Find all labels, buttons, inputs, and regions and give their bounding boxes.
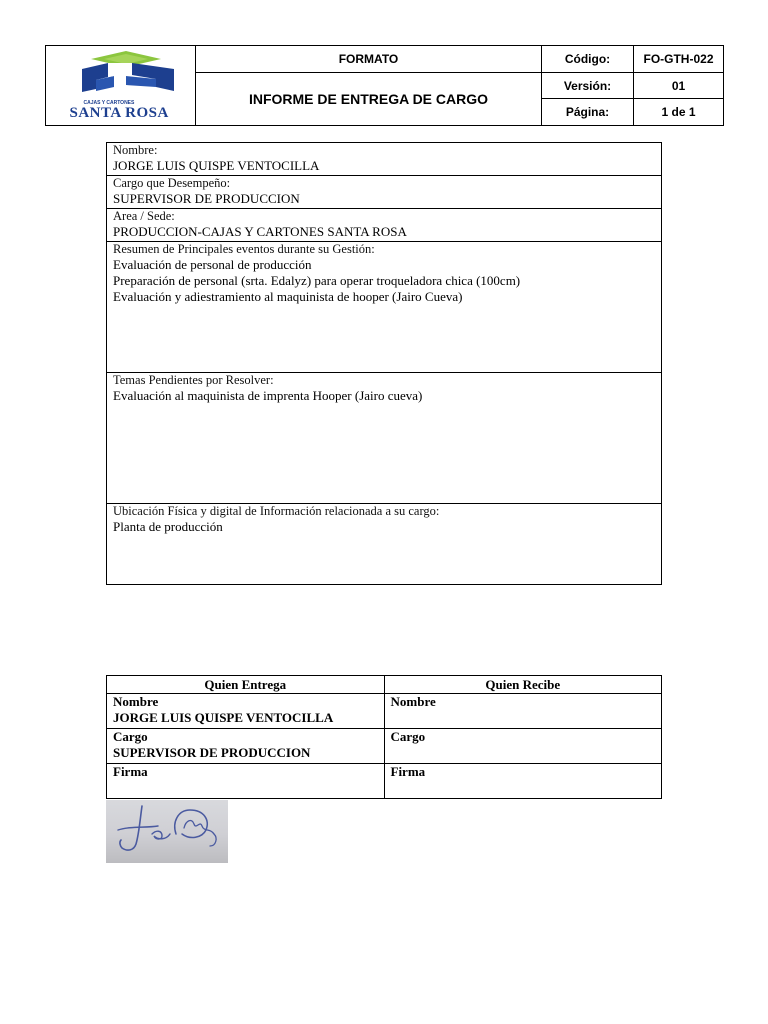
company-logo bbox=[56, 47, 186, 125]
entrega-nombre-cell bbox=[107, 694, 385, 729]
nombre-label: Nombre: bbox=[113, 143, 158, 157]
recibe-firma-label: Firma bbox=[390, 764, 426, 779]
resumen-item: Evaluación y adiestramiento al maquinista de hooper (Jairo Cueva) bbox=[113, 289, 463, 304]
recibe-cargo-label: Cargo bbox=[390, 729, 426, 744]
resumen-label: Resumen de Principales eventos durante su Gestión: bbox=[113, 242, 375, 256]
area-value: PRODUCCION-CAJAS Y CARTONES SANTA ROSA bbox=[113, 224, 407, 239]
cargo-value: SUPERVISOR DE PRODUCCION bbox=[113, 191, 300, 206]
resumen-item: Preparación de personal (srta. Edalyz) para operar troqueladora chica (100cm) bbox=[113, 273, 521, 288]
temas-label: Temas Pendientes por Resolver: bbox=[113, 373, 274, 387]
nombre-cell bbox=[107, 143, 662, 176]
formato-label: FORMATO bbox=[196, 46, 542, 73]
area-cell bbox=[107, 209, 662, 242]
ubicacion-cell bbox=[107, 504, 662, 585]
entrega-nombre-label: Nombre bbox=[113, 694, 159, 709]
recibe-firma-cell bbox=[384, 764, 662, 799]
temas-cell bbox=[107, 373, 662, 504]
entrega-nombre-value: JORGE LUIS QUISPE VENTOCILLA bbox=[113, 710, 334, 725]
cargo-label: Cargo que Desempeño: bbox=[113, 176, 231, 190]
ubicacion-label: Ubicación Física y digital de Información relacionada a su cargo: bbox=[113, 504, 440, 518]
entrega-cargo-value: SUPERVISOR DE PRODUCCION bbox=[113, 745, 311, 760]
company-name: SANTA ROSA bbox=[69, 104, 169, 121]
company-tagline: CAJAS Y CARTONES bbox=[83, 99, 135, 106]
signature-table bbox=[106, 675, 662, 799]
nombre-value: JORGE LUIS QUISPE VENTOCILLA bbox=[113, 158, 320, 173]
entrega-firma-cell bbox=[107, 764, 385, 799]
signature-scribble-icon bbox=[106, 800, 228, 863]
logo-cube-icon bbox=[56, 47, 186, 103]
resumen-item: Evaluación de personal de producción bbox=[113, 257, 312, 272]
temas-item: Evaluación al maquinista de imprenta Hooper (Jairo cueva) bbox=[113, 388, 423, 403]
document-title: INFORME DE ENTREGA DE CARGO bbox=[196, 73, 542, 126]
company-logo-cell bbox=[46, 46, 196, 126]
recibe-cargo-cell bbox=[384, 729, 662, 764]
recibe-nombre-label: Nombre bbox=[390, 694, 436, 709]
entrega-header: Quien Entrega bbox=[107, 676, 385, 694]
area-label: Area / Sede: bbox=[113, 209, 175, 223]
resumen-cell bbox=[107, 242, 662, 373]
codigo-value: FO-GTH-022 bbox=[634, 46, 724, 73]
recibe-header: Quien Recibe bbox=[384, 676, 662, 694]
version-label: Versión: bbox=[542, 73, 634, 99]
cargo-info-table bbox=[106, 142, 662, 585]
entrega-cargo-label: Cargo bbox=[113, 729, 148, 744]
ubicacion-value: Planta de producción bbox=[113, 519, 223, 534]
version-value: 01 bbox=[634, 73, 724, 99]
recibe-nombre-cell bbox=[384, 694, 662, 729]
handwritten-signature bbox=[106, 800, 228, 863]
codigo-label: Código: bbox=[542, 46, 634, 73]
entrega-cargo-cell bbox=[107, 729, 385, 764]
document-header bbox=[45, 45, 724, 126]
entrega-firma-label: Firma bbox=[113, 764, 148, 779]
pagina-value: 1 de 1 bbox=[634, 99, 724, 126]
pagina-label: Página: bbox=[542, 99, 634, 126]
cargo-cell bbox=[107, 176, 662, 209]
